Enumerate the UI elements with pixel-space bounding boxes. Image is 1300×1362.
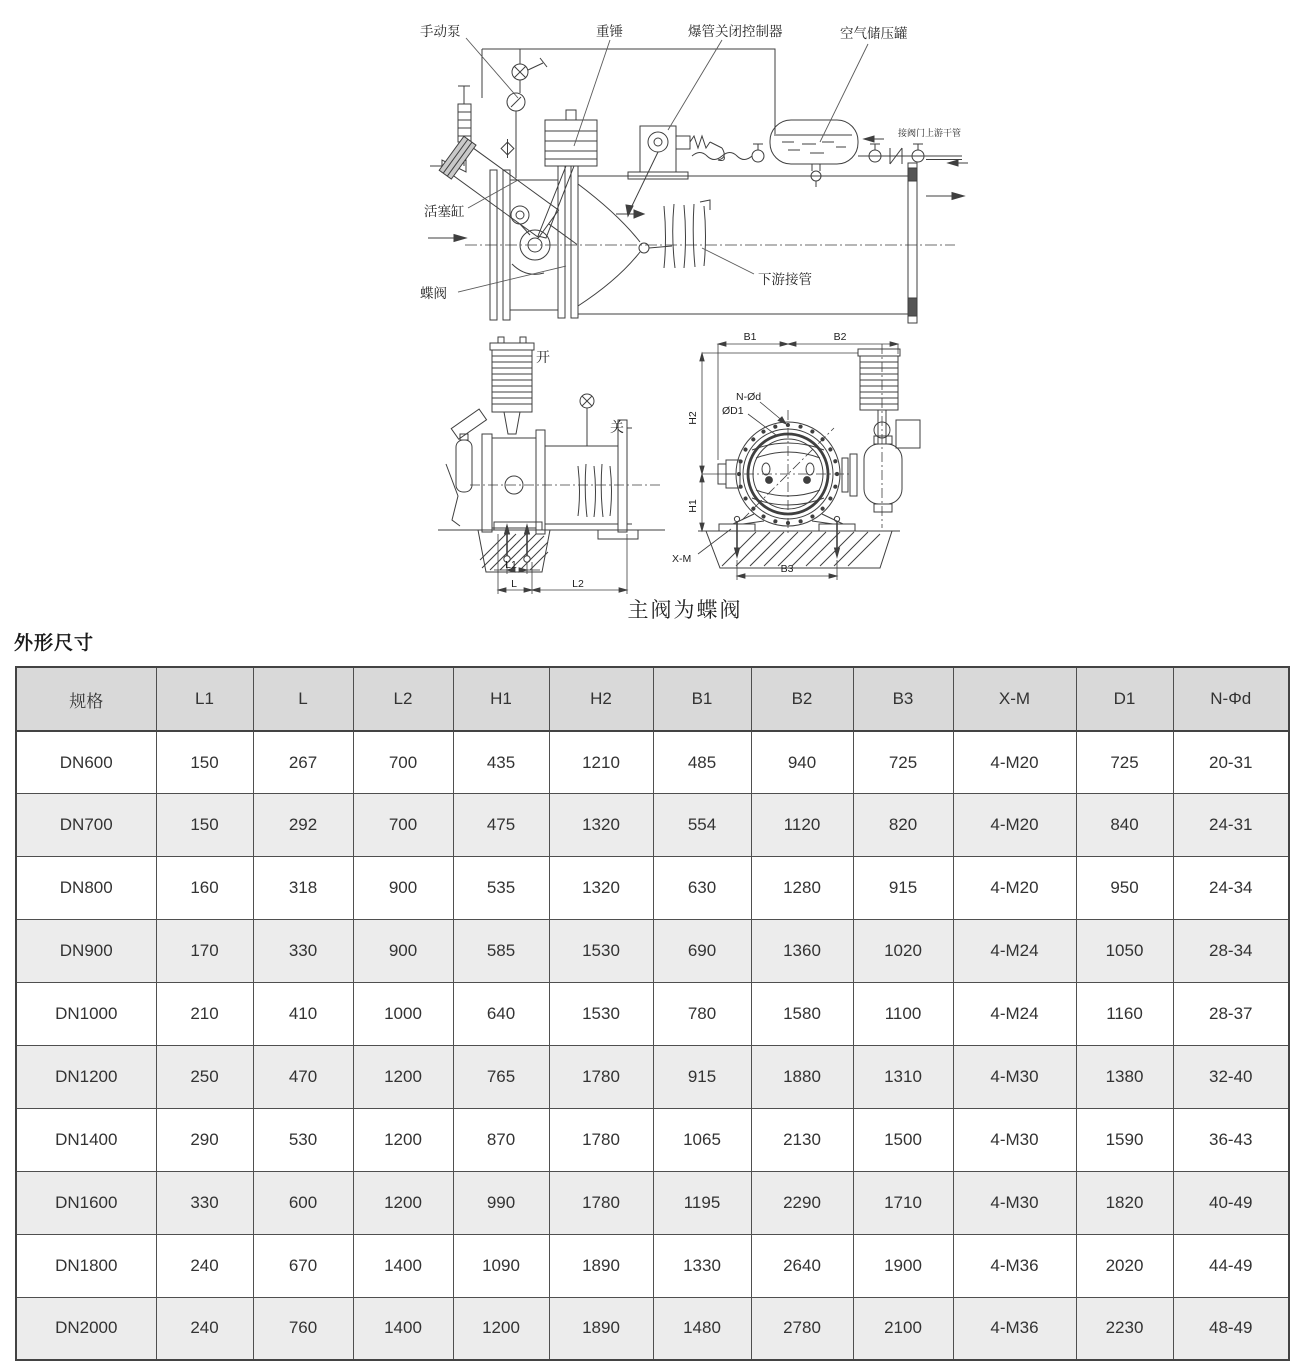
dim-cell: 4-M20: [953, 794, 1076, 857]
dim-cell: 4-M36: [953, 1234, 1076, 1297]
dim-cell: 1710: [853, 1171, 953, 1234]
dim-cell: 1780: [549, 1108, 653, 1171]
table-row: [16, 794, 1289, 857]
dim-cell: 250: [156, 1045, 253, 1108]
dim-cell: 2640: [751, 1234, 853, 1297]
dim-cell: 48-49: [1173, 1297, 1289, 1360]
table-row: [16, 1108, 1289, 1171]
dim-cell: 4-M20: [953, 857, 1076, 920]
spec-cell: DN1200: [16, 1045, 156, 1108]
butterfly-valve-drawing: [465, 163, 955, 323]
dim-cell: 435: [453, 731, 549, 794]
dim-cell: 630: [653, 857, 751, 920]
dim-cell: 990: [453, 1171, 549, 1234]
dim-cell: 940: [751, 731, 853, 794]
label-open: 开: [536, 349, 550, 365]
dim-cell: 2100: [853, 1297, 953, 1360]
dim-cell: 585: [453, 920, 549, 983]
dim-cell: 4-M24: [953, 920, 1076, 983]
dim-cell: 1880: [751, 1045, 853, 1108]
label-piston-cylinder: 活塞缸: [424, 204, 465, 219]
leader-lines: [458, 38, 868, 292]
dim-cell: 28-34: [1173, 920, 1289, 983]
dim-cell: 4-M36: [953, 1297, 1076, 1360]
dim-cell: 1090: [453, 1234, 549, 1297]
spec-cell: DN700: [16, 794, 156, 857]
dim-cell: 2290: [751, 1171, 853, 1234]
dim-cell: 670: [253, 1234, 353, 1297]
dim-cell: 870: [453, 1108, 549, 1171]
table-row: [16, 1297, 1289, 1360]
dim-cell: 1000: [353, 983, 453, 1046]
dim-cell: 470: [253, 1045, 353, 1108]
dim-cell: 330: [253, 920, 353, 983]
header-b1: B1: [653, 667, 751, 731]
dim-cell: 2780: [751, 1297, 853, 1360]
dim-cell: 1200: [353, 1108, 453, 1171]
dim-cell: 267: [253, 731, 353, 794]
spec-cell: DN1400: [16, 1108, 156, 1171]
dim-cell: 554: [653, 794, 751, 857]
dim-cell: 1780: [549, 1171, 653, 1234]
manual-pump-symbol: [501, 58, 547, 158]
schematic-drawing: [428, 49, 968, 323]
dim-cell: 4-M30: [953, 1171, 1076, 1234]
table-row: [16, 920, 1289, 983]
dim-cell: 20-31: [1173, 731, 1289, 794]
dim-cell: 150: [156, 731, 253, 794]
dim-cell: 330: [156, 1171, 253, 1234]
dim-cell: 1050: [1076, 920, 1173, 983]
dim-cell: 1380: [1076, 1045, 1173, 1108]
table-row: [16, 731, 1289, 794]
dim-cell: 210: [156, 983, 253, 1046]
dim-cell: 1330: [653, 1234, 751, 1297]
dim-cell: 150: [156, 794, 253, 857]
dim-x-m: X-M: [672, 553, 692, 565]
dim-cell: 1200: [353, 1045, 453, 1108]
dim-cell: 915: [853, 857, 953, 920]
label-heavy-hammer: 重锤: [596, 24, 623, 39]
header-d1: D1: [1076, 667, 1173, 731]
dim-cell: 1020: [853, 920, 953, 983]
dim-cell: 915: [653, 1045, 751, 1108]
dim-l2: L2: [572, 578, 584, 590]
dim-cell: 1590: [1076, 1108, 1173, 1171]
table-row: [16, 1234, 1289, 1297]
front-view-dimensions: [698, 342, 898, 580]
header-n-phi-d: N-Φd: [1173, 667, 1289, 731]
dim-cell: 28-37: [1173, 983, 1289, 1046]
table-row: [16, 1171, 1289, 1234]
dim-h2: H2: [687, 411, 699, 425]
dim-cell: 700: [353, 794, 453, 857]
dim-cell: 1890: [549, 1297, 653, 1360]
dim-cell: 1400: [353, 1297, 453, 1360]
weight-drawing: [538, 110, 597, 238]
dim-cell: 1100: [853, 983, 953, 1046]
dim-cell: 1820: [1076, 1171, 1173, 1234]
dim-cell: 1065: [653, 1108, 751, 1171]
header-h2: H2: [549, 667, 653, 731]
dim-cell: 240: [156, 1297, 253, 1360]
header-b2: B2: [751, 667, 853, 731]
controller-drawing: [616, 126, 722, 218]
dim-cell: 530: [253, 1108, 353, 1171]
section-title: 外形尺寸: [14, 633, 95, 654]
figure-dimension-views: [430, 328, 1020, 606]
dim-l1: L1: [505, 559, 517, 571]
dim-cell: 485: [653, 731, 751, 794]
piston-cylinder-drawing: [439, 136, 589, 261]
dim-cell: 1780: [549, 1045, 653, 1108]
dim-cell: 1580: [751, 983, 853, 1046]
dim-cell: 32-40: [1173, 1045, 1289, 1108]
dim-cell: 535: [453, 857, 549, 920]
dim-cell: 1200: [453, 1297, 549, 1360]
front-view-drawing: [698, 344, 920, 568]
label-butterfly-valve: 蝶阀: [420, 286, 447, 301]
dim-cell: 4-M30: [953, 1108, 1076, 1171]
dim-cell: 1400: [353, 1234, 453, 1297]
dim-cell: 1160: [1076, 983, 1173, 1046]
dim-cell: 292: [253, 794, 353, 857]
dim-n-od: N-Ød: [736, 391, 762, 403]
dim-od1: ØD1: [722, 405, 744, 417]
dim-h1: H1: [687, 499, 699, 513]
table-row: [16, 983, 1289, 1046]
dim-cell: 1480: [653, 1297, 751, 1360]
dim-cell: 780: [653, 983, 751, 1046]
spec-cell: DN800: [16, 857, 156, 920]
header-l: L: [253, 667, 353, 731]
dim-b3: B3: [780, 563, 794, 575]
label-manual-pump: 手动泵: [420, 24, 461, 39]
dim-cell: 24-31: [1173, 794, 1289, 857]
spec-cell: DN1000: [16, 983, 156, 1046]
dim-cell: 24-34: [1173, 857, 1289, 920]
dim-cell: 1310: [853, 1045, 953, 1108]
spec-cell: DN600: [16, 731, 156, 794]
spec-cell: DN900: [16, 920, 156, 983]
dim-cell: 900: [353, 920, 453, 983]
dim-cell: 640: [453, 983, 549, 1046]
dim-cell: 4-M20: [953, 731, 1076, 794]
dim-cell: 840: [1076, 794, 1173, 857]
figure-system-schematic: [370, 8, 1070, 330]
dim-cell: 1530: [549, 983, 653, 1046]
dim-cell: 690: [653, 920, 751, 983]
dim-l: L: [511, 578, 517, 590]
dim-cell: 725: [853, 731, 953, 794]
dim-cell: 1320: [549, 857, 653, 920]
dim-cell: 4-M30: [953, 1045, 1076, 1108]
dim-cell: 2130: [751, 1108, 853, 1171]
label-burst-controller: 爆管关闭控制器: [688, 24, 783, 39]
table-header-row: [16, 667, 1289, 731]
dim-cell: 760: [253, 1297, 353, 1360]
figure-caption: 主阀为蝶阀: [627, 599, 743, 622]
dim-cell: 44-49: [1173, 1234, 1289, 1297]
dim-cell: 600: [253, 1171, 353, 1234]
spec-cell: DN1800: [16, 1234, 156, 1297]
dim-b2: B2: [833, 331, 847, 343]
side-view-drawing: [438, 337, 665, 572]
dim-cell: 900: [353, 857, 453, 920]
header-b3: B3: [853, 667, 953, 731]
header-h1: H1: [453, 667, 549, 731]
dim-cell: 1280: [751, 857, 853, 920]
dim-cell: 318: [253, 857, 353, 920]
dim-cell: 4-M24: [953, 983, 1076, 1046]
table-row: [16, 1045, 1289, 1108]
dim-cell: 40-49: [1173, 1171, 1289, 1234]
table-body: [16, 731, 1289, 1360]
dim-cell: 1530: [549, 920, 653, 983]
dim-cell: 1200: [353, 1171, 453, 1234]
dim-cell: 240: [156, 1234, 253, 1297]
spec-cell: DN1600: [16, 1171, 156, 1234]
header-spec: 规格: [16, 667, 156, 731]
dim-cell: 1890: [549, 1234, 653, 1297]
dim-cell: 700: [353, 731, 453, 794]
dim-cell: 1210: [549, 731, 653, 794]
table-row: [16, 857, 1289, 920]
dim-cell: 1120: [751, 794, 853, 857]
dim-cell: 475: [453, 794, 549, 857]
header-x-m: X-M: [953, 667, 1076, 731]
label-upstream-note: 接阀门上游干管: [898, 128, 962, 138]
spec-cell: DN2000: [16, 1297, 156, 1360]
dim-cell: 820: [853, 794, 953, 857]
header-l2: L2: [353, 667, 453, 731]
header-l1: L1: [156, 667, 253, 731]
dim-cell: 1900: [853, 1234, 953, 1297]
label-downstream-pipe: 下游接管: [758, 272, 812, 287]
dimensions-table: [15, 666, 1290, 1361]
dim-cell: 950: [1076, 857, 1173, 920]
dim-cell: 160: [156, 857, 253, 920]
dim-cell: 725: [1076, 731, 1173, 794]
dim-cell: 170: [156, 920, 253, 983]
label-close: 关: [610, 419, 624, 435]
label-air-tank: 空气储压罐: [840, 26, 908, 41]
dim-cell: 36-43: [1173, 1108, 1289, 1171]
dim-b1: B1: [743, 331, 757, 343]
dim-cell: 2230: [1076, 1297, 1173, 1360]
dim-cell: 1360: [751, 920, 853, 983]
dim-cell: 765: [453, 1045, 549, 1108]
dim-cell: 410: [253, 983, 353, 1046]
dim-cell: 2020: [1076, 1234, 1173, 1297]
dim-cell: 290: [156, 1108, 253, 1171]
dim-cell: 1195: [653, 1171, 751, 1234]
dim-cell: 1500: [853, 1108, 953, 1171]
dim-cell: 1320: [549, 794, 653, 857]
